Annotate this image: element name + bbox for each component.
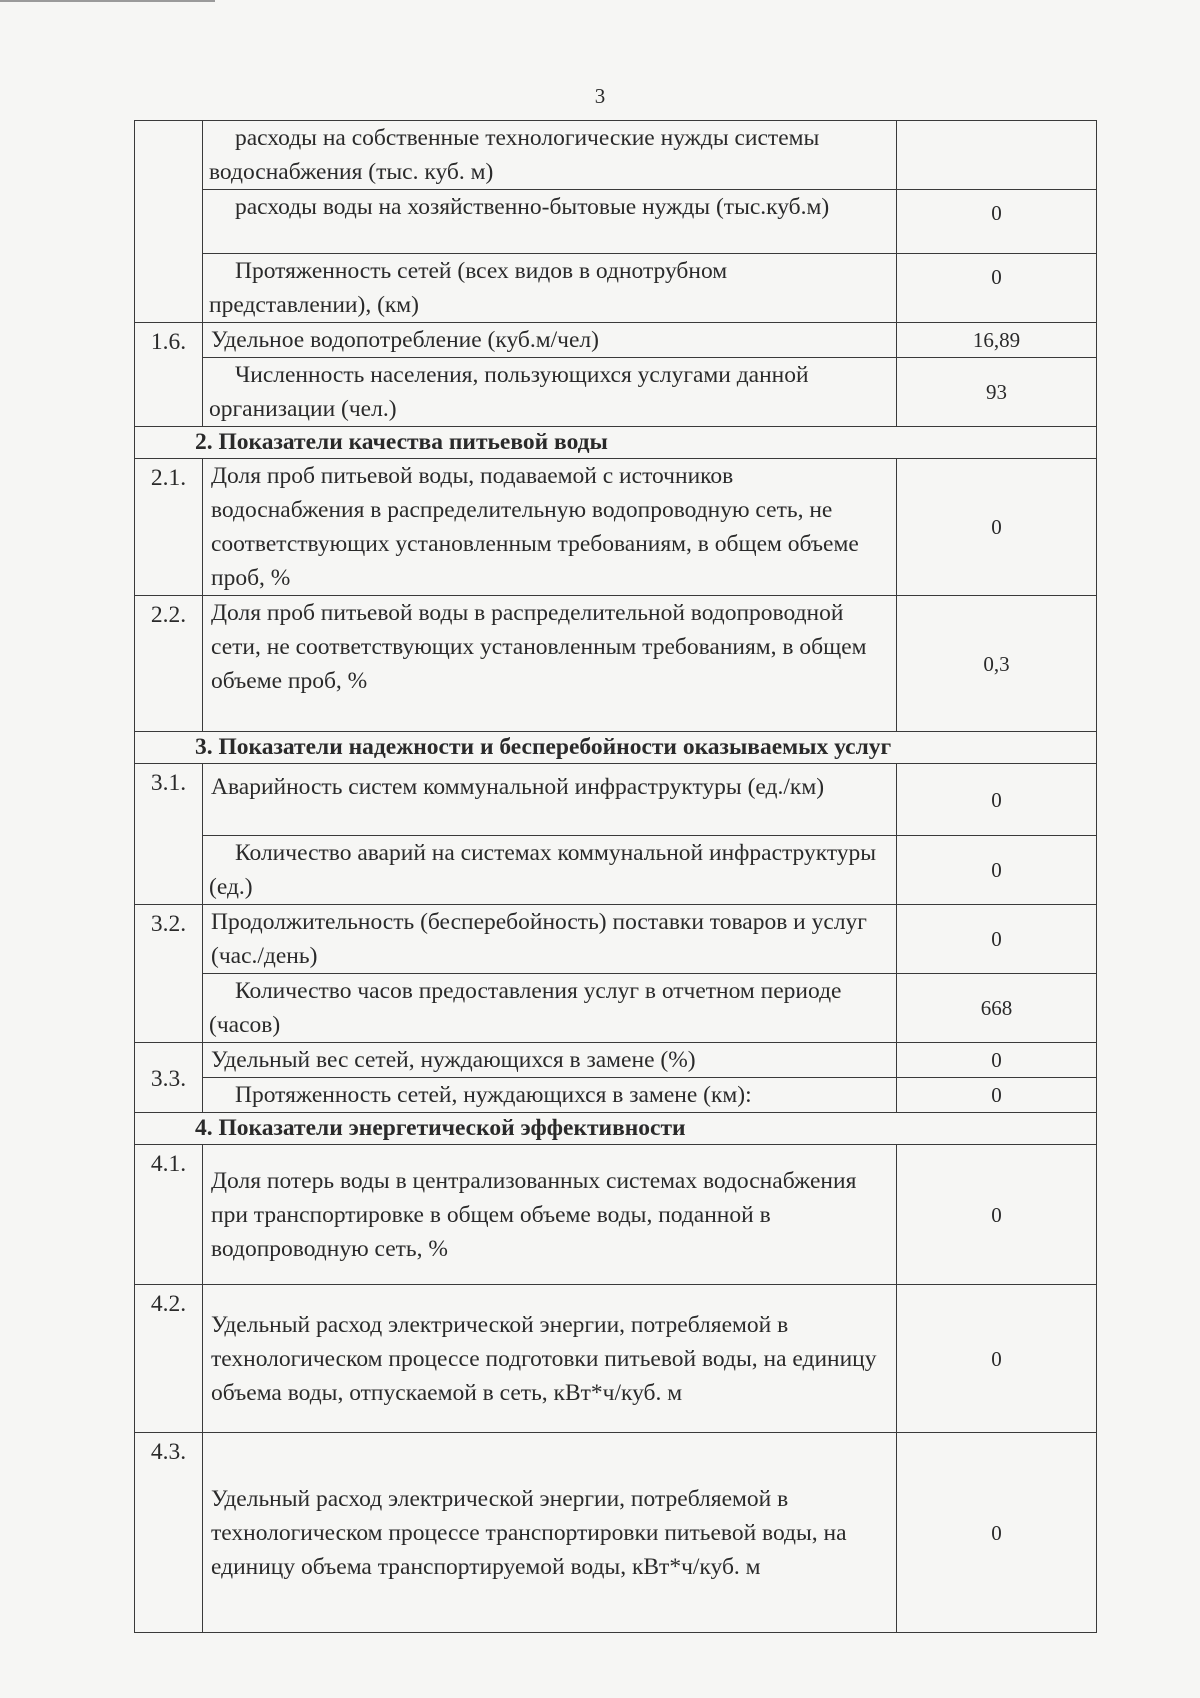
row-label: Удельный расход электрической энергии, потребляемой в технологическом процессе транспортировки питьевой воды, на единицу объема транспортируемой воды, кВт*ч/куб. м bbox=[203, 1433, 897, 1633]
row-value: 668 bbox=[897, 974, 1097, 1043]
row-number: 3.1. bbox=[135, 764, 203, 905]
top-rule bbox=[0, 0, 215, 2]
indicators-table bbox=[134, 120, 1097, 1633]
row-value: 0 bbox=[897, 254, 1097, 323]
row-number: 4.2. bbox=[135, 1285, 203, 1433]
table-row bbox=[135, 1145, 1097, 1285]
table-row bbox=[135, 121, 1097, 190]
row-value: 0 bbox=[897, 459, 1097, 596]
row-value: 93 bbox=[897, 358, 1097, 427]
row-label: Количество часов предоставления услуг в отчетном периоде (часов) bbox=[203, 974, 897, 1043]
table-row bbox=[135, 764, 1097, 836]
row-label: Численность населения, пользующихся услугами данной организации (чел.) bbox=[203, 358, 897, 427]
row-number: 4.1. bbox=[135, 1145, 203, 1285]
section-heading: 4. Показатели энергетической эффективности bbox=[135, 1113, 1097, 1145]
section-row bbox=[135, 732, 1097, 764]
row-number: 2.2. bbox=[135, 596, 203, 732]
row-label: расходы на собственные технологические нужды системы водоснабжения (тыс. куб. м) bbox=[203, 121, 897, 190]
section-row bbox=[135, 1113, 1097, 1145]
section-heading: 3. Показатели надежности и бесперебойности оказываемых услуг bbox=[135, 732, 1097, 764]
table-row bbox=[135, 1078, 1097, 1113]
row-value: 0 bbox=[897, 905, 1097, 974]
row-number: 3.3. bbox=[135, 1043, 203, 1113]
row-label: Доля потерь воды в централизованных системах водоснабжения при транспортировке в общем объеме воды, поданной в водопроводную сеть, % bbox=[203, 1145, 897, 1285]
table-row bbox=[135, 1043, 1097, 1078]
table-row bbox=[135, 190, 1097, 254]
row-value bbox=[897, 121, 1097, 190]
row-value: 0,3 bbox=[897, 596, 1097, 732]
row-number: 3.2. bbox=[135, 905, 203, 1043]
row-value: 0 bbox=[897, 1145, 1097, 1285]
table-row bbox=[135, 596, 1097, 732]
row-label: Удельный расход электрической энергии, потребляемой в технологическом процессе подготовки питьевой воды, на единицу объема воды, отпускаемой в сеть, кВт*ч/куб. м bbox=[203, 1285, 897, 1433]
row-value: 0 bbox=[897, 190, 1097, 254]
row-label: Удельный вес сетей, нуждающихся в замене (%) bbox=[203, 1043, 897, 1078]
row-label: Аварийность систем коммунальной инфраструктуры (ед./км) bbox=[203, 764, 897, 836]
row-label: расходы воды на хозяйственно-бытовые нужды (тыс.куб.м) bbox=[203, 190, 897, 254]
table-row bbox=[135, 459, 1097, 596]
row-number bbox=[135, 121, 203, 323]
row-value: 0 bbox=[897, 764, 1097, 836]
table-row bbox=[135, 1285, 1097, 1433]
row-label: Количество аварий на системах коммунальной инфраструктуры (ед.) bbox=[203, 836, 897, 905]
row-label: Продолжительность (бесперебойность) поставки товаров и услуг (час./день) bbox=[203, 905, 897, 974]
table-row bbox=[135, 358, 1097, 427]
row-value: 0 bbox=[897, 1043, 1097, 1078]
row-label: Доля проб питьевой воды в распределительной водопроводной сети, не соответствующих установленным требованиям, в общем объеме проб, % bbox=[203, 596, 897, 732]
row-label: Удельное водопотребление (куб.м/чел) bbox=[203, 323, 897, 358]
page-number: 3 bbox=[594, 84, 606, 108]
row-value: 16,89 bbox=[897, 323, 1097, 358]
row-value: 0 bbox=[897, 836, 1097, 905]
table-row bbox=[135, 254, 1097, 323]
table-row bbox=[135, 1433, 1097, 1633]
row-number: 2.1. bbox=[135, 459, 203, 596]
row-value: 0 bbox=[897, 1078, 1097, 1113]
table-row bbox=[135, 836, 1097, 905]
row-label: Доля проб питьевой воды, подаваемой с источников водоснабжения в распределительную водопроводную сеть, не соответствующих установленным требованиям, в общем объеме проб, % bbox=[203, 459, 897, 596]
row-label: Протяженность сетей, нуждающихся в замене (км): bbox=[203, 1078, 897, 1113]
row-value: 0 bbox=[897, 1285, 1097, 1433]
table-row bbox=[135, 323, 1097, 358]
row-label: Протяженность сетей (всех видов в однотрубном представлении), (км) bbox=[203, 254, 897, 323]
row-number: 4.3. bbox=[135, 1433, 203, 1633]
section-heading: 2. Показатели качества питьевой воды bbox=[135, 427, 1097, 459]
section-row bbox=[135, 427, 1097, 459]
row-value: 0 bbox=[897, 1433, 1097, 1633]
table-row bbox=[135, 905, 1097, 974]
row-number: 1.6. bbox=[135, 323, 203, 427]
table-row bbox=[135, 974, 1097, 1043]
